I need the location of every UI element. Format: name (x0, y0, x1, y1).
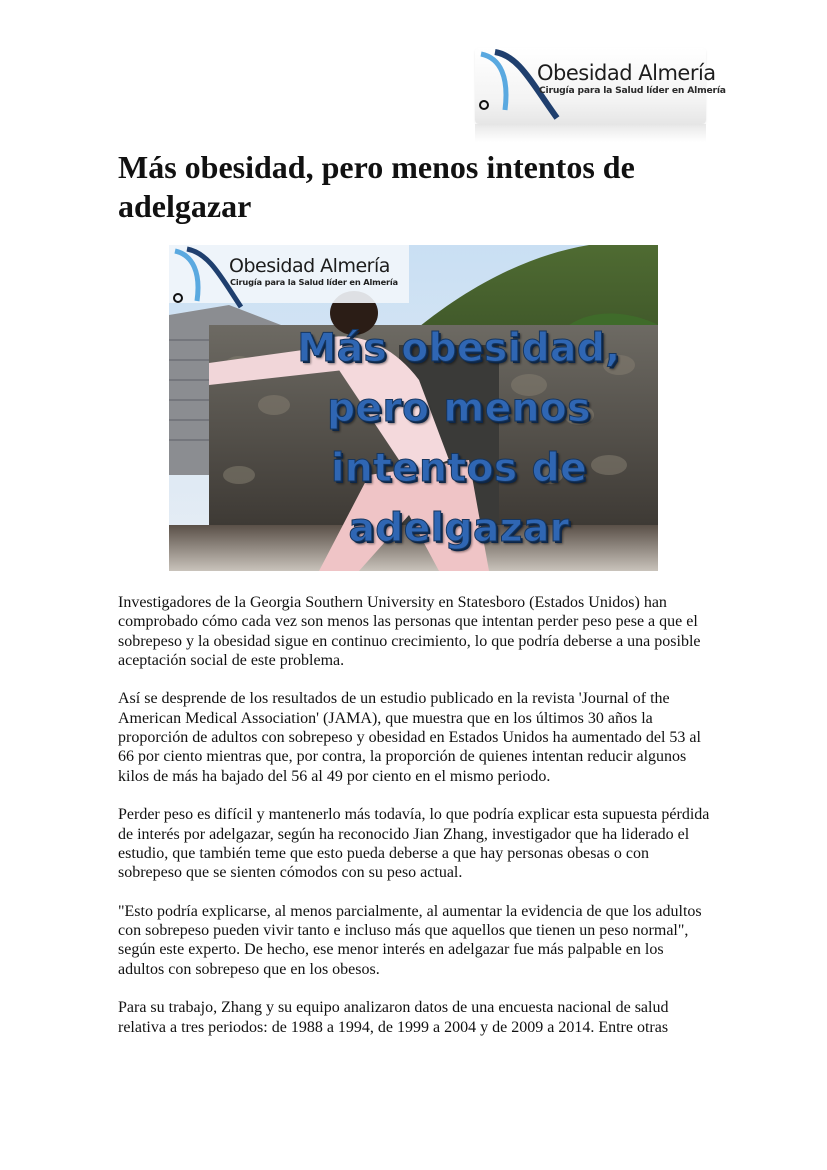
paragraph: "Esto podría explicarse, al menos parcialmente, al aumentar la evidencia de que los adultos con sobrepeso pueden vivir tanto e incluso más que aquellos que tienen un peso normal", según este experto. De hecho, ese menor interés en adelgazar fue más palpable en los adultos con sobrepeso que en los obesos. (118, 902, 702, 978)
paragraph: Investigadores de la Georgia Southern University en Statesboro (Estados Unidos) han comprobado cómo cada vez son menos las personas que intentan perder peso pese a que el sobrepeso y la obesidad sigue en continuo crecimiento, lo que podría deberse a una posible aceptación social de este problema. (118, 594, 701, 669)
article-title: Más obesidad, pero menos intentos de adelgazar (118, 149, 635, 224)
logo-reflection (475, 124, 706, 142)
logo-tagline: Cirugía para la Salud líder en Almería (539, 85, 726, 96)
hero-overlay-line: intentos de (330, 446, 588, 491)
hero-overlay-line: adelgazar (348, 506, 570, 551)
paragraph: Para su trabajo, Zhang y su equipo analizaron datos de una encuesta nacional de salud relativa a tres periodos: de 1988 a 1994, de 1999 a 2004 y de 2009 a 2014. Entre otras (118, 999, 669, 1036)
paragraph: Perder peso es difícil y mantenerlo más todavía, lo que podría explicar esta supuesta pérdida de interés por adelgazar, según ha reconocido Jian Zhang, investigador que ha liderado el estudio, que también teme que esto pueda deberse a que hay personas obesas o con sobrepeso que se sienten cómodos con su peso actual. (118, 806, 710, 882)
hero-overlay-text (264, 319, 654, 559)
hero-overlay-line: pero menos (327, 386, 591, 431)
logo-brand-name: Obesidad Almería (537, 61, 716, 85)
paragraph: Así se desprende de los resultados de un estudio publicado en la revista 'Journal of the American Medical Association' (JAMA), que muestra que en los últimos 30 años la proporción de adultos con sobrepeso y obesidad en Estados Unidos ha aumentado del 53 al 66 por ciento mientras que, por contra, la proporción de quienes intentan reducir algunos kilos de más ha bajado del 56 al 49 por ciento en el mismo periodo. (118, 690, 701, 785)
hero-image (169, 245, 658, 571)
hero-overlay-line: Más obesidad, (297, 326, 621, 371)
article-body (118, 593, 712, 1056)
hero-logo-tagline: Cirugía para la Salud líder en Almería (230, 277, 398, 287)
header-logo (475, 48, 726, 124)
hero-logo-brand: Obesidad Almería (229, 255, 390, 277)
